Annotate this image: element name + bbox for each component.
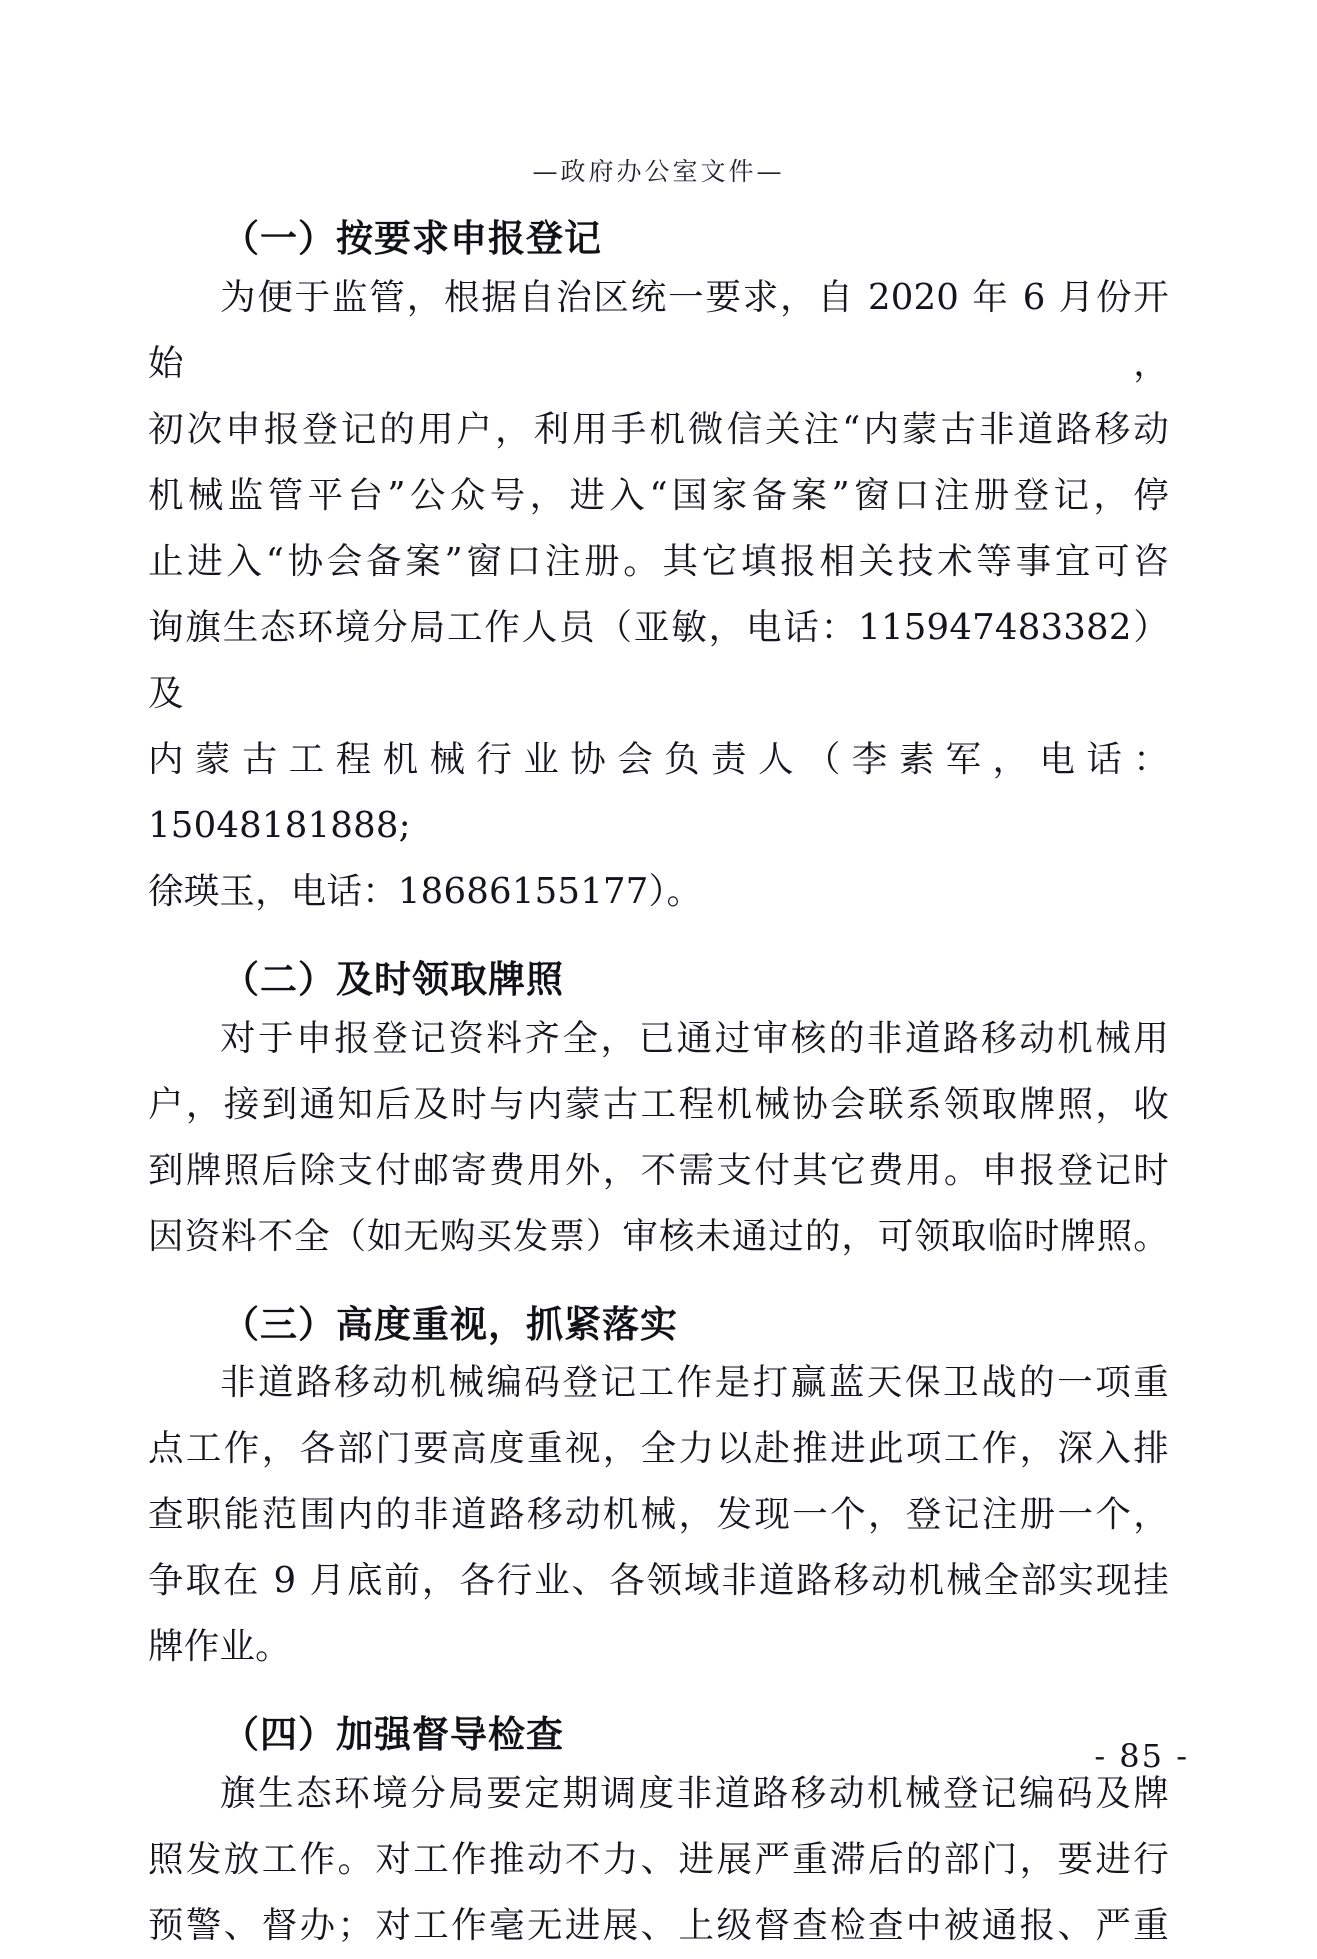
- paragraph-line: 照发放工作。对工作推动不力、进展严重滞后的部门，要进行: [148, 1839, 1169, 1881]
- section-heading-4: （四）加强督导检查: [222, 1712, 564, 1757]
- paragraph-line: 旗生态环境分局要定期调度非道路移动机械登记编码及牌: [220, 1773, 1169, 1815]
- paragraph-line: 争取在 9 月底前，各行业、各领域非道路移动机械全部实现挂: [148, 1560, 1169, 1602]
- paragraph-line: 到牌照后除支付邮寄费用外，不需支付其它费用。申报登记时: [148, 1149, 1169, 1191]
- paragraph-line: 止进入“协会备案”窗口注册。其它填报相关技术等事宜可咨: [148, 540, 1169, 582]
- document-header: —政府办公室文件—: [532, 157, 785, 186]
- paragraph-line: 机械监管平台”公众号，进入“国家备案”窗口注册登记，停: [148, 474, 1169, 516]
- section-paragraph-3: [148, 1350, 1169, 1680]
- paragraph-line: 户，接到通知后及时与内蒙古工程机械协会联系领取牌照，收: [148, 1083, 1169, 1125]
- section-paragraph-4: [148, 1761, 1169, 1959]
- section-paragraph-2: [148, 1006, 1169, 1270]
- paragraph-line: 对于申报登记资料齐全，已通过审核的非道路移动机械用: [220, 1017, 1169, 1059]
- paragraph-line: 预警、督办；对工作毫无进展、上级督查检查中被通报、严重: [148, 1905, 1169, 1947]
- paragraph-line: 为便于监管，根据自治区统一要求，自 2020 年 6 月份开始，: [148, 276, 1169, 384]
- paragraph-line: 内蒙古工程机械行业协会负责人（李素军，电话：15048181888;: [148, 738, 1169, 846]
- paragraph-line: 牌作业。: [148, 1626, 291, 1668]
- paragraph-line: 询旗生态环境分局工作人员（亚敏，电话：115947483382）及: [148, 606, 1169, 714]
- section-paragraph-1: [148, 265, 1169, 925]
- paragraph-line: 因资料不全（如无购买发票）审核未通过的，可领取临时牌照。: [148, 1215, 1169, 1257]
- section-heading-3: （三）高度重视，抓紧落实: [222, 1301, 678, 1346]
- page-content: [148, 0, 1169, 1959]
- paragraph-line: 初次申报登记的用户，利用手机微信关注“内蒙古非道路移动: [148, 408, 1169, 450]
- page-number: - 85 -: [1094, 1737, 1189, 1775]
- paragraph-line: 查职能范围内的非道路移动机械，发现一个，登记注册一个，: [148, 1494, 1169, 1536]
- paragraph-line: 非道路移动机械编码登记工作是打赢蓝天保卫战的一项重: [220, 1362, 1169, 1404]
- paragraph-line: 徐瑛玉，电话：18686155177）。: [148, 870, 703, 912]
- section-heading-2: （二）及时领取牌照: [222, 956, 564, 1001]
- paragraph-line: 点工作，各部门要高度重视，全力以赴推进此项工作，深入排: [148, 1428, 1169, 1470]
- section-heading-1: （一）按要求申报登记: [222, 216, 602, 260]
